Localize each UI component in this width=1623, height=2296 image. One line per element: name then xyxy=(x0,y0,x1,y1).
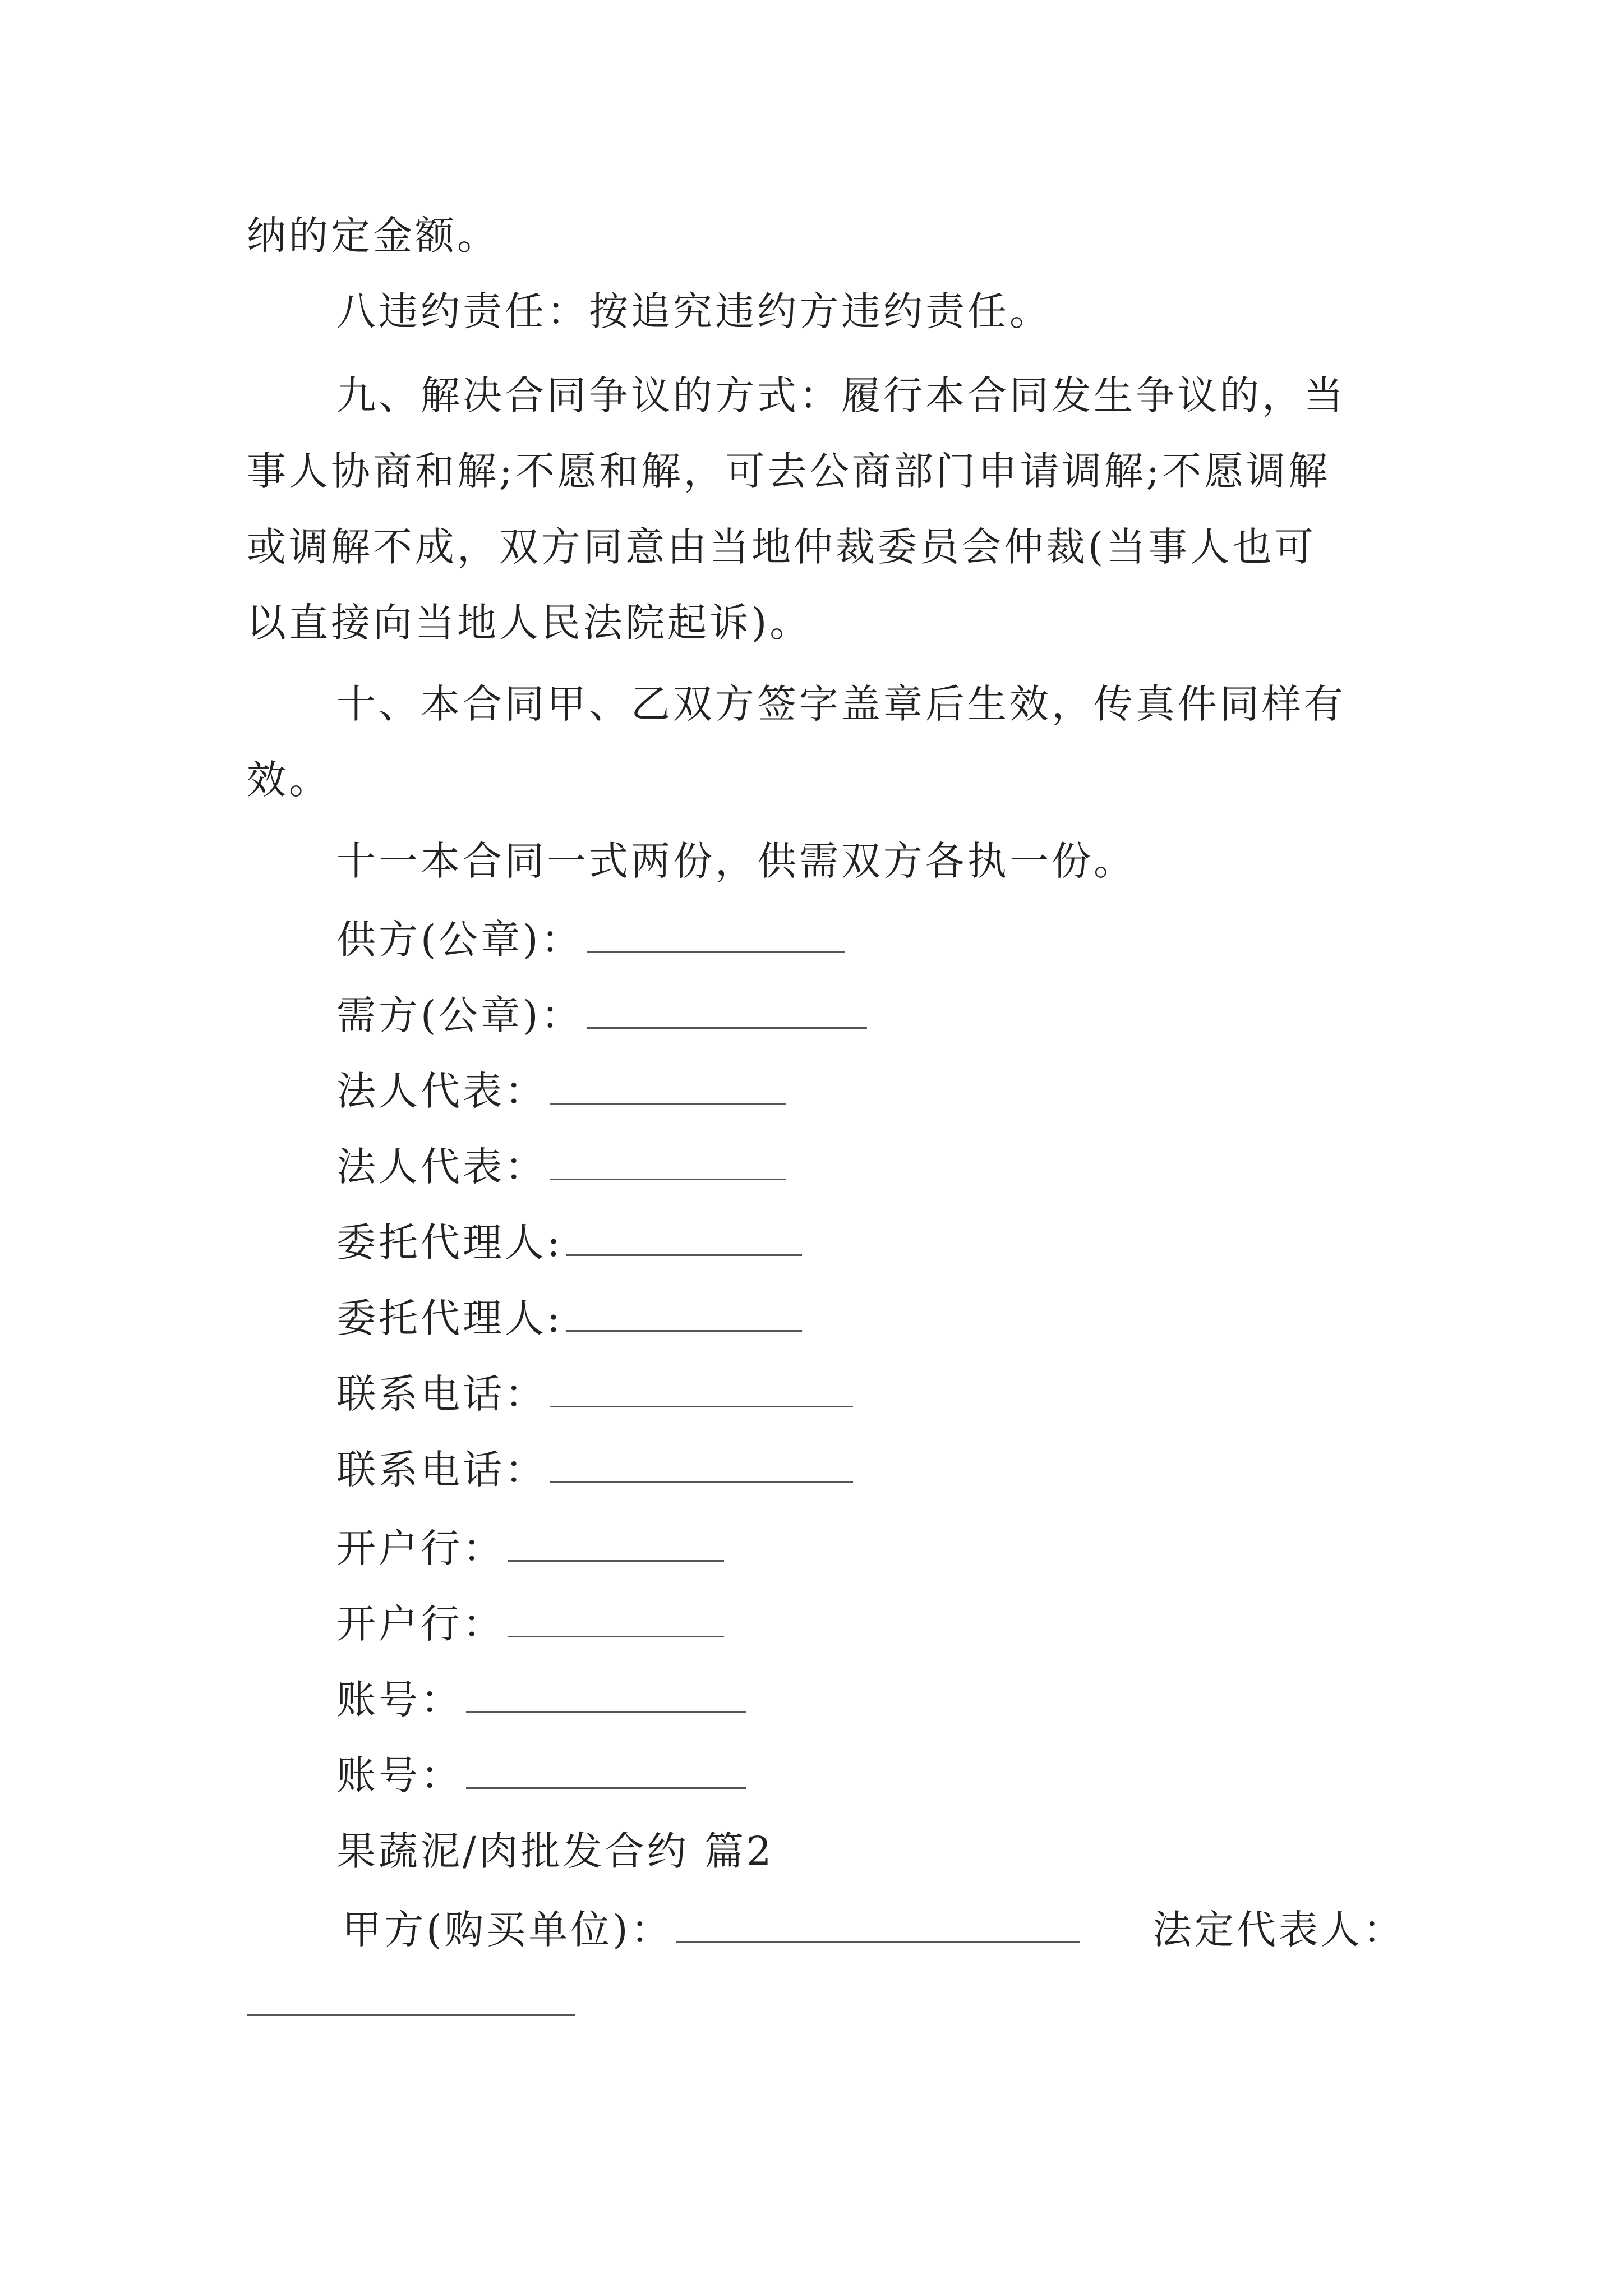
field-label: 委托代理人: xyxy=(336,1295,563,1341)
paragraph-line: 事人协商和解;不愿和解，可去公商部门申请调解;不愿调解 xyxy=(247,448,1331,494)
field-label: 供方(公章)： xyxy=(336,917,583,963)
blank-line[interactable] xyxy=(566,1221,802,1256)
paragraph-line: 十、本合同甲、乙双方签字盖章后生效，传真件同样有 xyxy=(336,681,1346,727)
field-label: 开户行： xyxy=(336,1601,505,1647)
signature-field xyxy=(336,1217,802,1268)
blank-line[interactable] xyxy=(247,2014,575,2016)
blank-line[interactable] xyxy=(587,993,867,1029)
signature-field xyxy=(336,1369,853,1419)
blank-line[interactable] xyxy=(587,918,845,953)
field-label: 需方(公章)： xyxy=(336,992,583,1038)
blank-line[interactable] xyxy=(550,1372,853,1407)
field-label: 委托代理人: xyxy=(336,1220,563,1266)
signature-field xyxy=(336,1750,746,1801)
blank-line[interactable] xyxy=(566,1296,802,1332)
paragraph-line: 效。 xyxy=(247,757,331,803)
blank-line[interactable] xyxy=(466,1754,746,1789)
blank-line[interactable] xyxy=(508,1602,724,1637)
blank-line[interactable] xyxy=(676,1908,1080,1943)
field-label: 法人代表： xyxy=(336,1144,547,1190)
field-label: 联系电话： xyxy=(336,1447,547,1493)
signature-field xyxy=(336,1444,853,1495)
paragraph-line: 九、解决合同争议的方式：履行本合同发生争议的，当 xyxy=(336,372,1346,418)
paragraph-line: 或调解不成，双方同意由当地仲裁委员会仲裁(当事人也可 xyxy=(247,524,1317,570)
blank-line[interactable] xyxy=(550,1145,786,1180)
blank-line[interactable] xyxy=(508,1526,724,1562)
party-a-field xyxy=(342,1904,1080,1955)
signature-field xyxy=(336,1293,802,1343)
field-label: 甲方(购买单位)： xyxy=(342,1907,673,1953)
signature-field xyxy=(336,1066,786,1116)
section-title: 果蔬泥/肉批发合约 篇2 xyxy=(336,1828,774,1874)
field-label: 联系电话： xyxy=(336,1371,547,1417)
paragraph-line: 以直接向当地人民法院起诉)。 xyxy=(247,600,812,646)
signature-field xyxy=(336,1523,724,1573)
field-label: 法人代表： xyxy=(336,1068,547,1114)
paragraph-line: 纳的定金额。 xyxy=(247,213,499,259)
signature-field xyxy=(336,1599,724,1649)
field-label: 账号： xyxy=(336,1752,463,1798)
field-label: 开户行： xyxy=(336,1525,505,1571)
signature-field xyxy=(336,1674,746,1725)
blank-line[interactable] xyxy=(466,1678,746,1713)
field-label: 账号： xyxy=(336,1677,463,1723)
signature-field xyxy=(336,914,845,965)
party-a-rep-label: 法定代表人： xyxy=(1152,1907,1405,1953)
blank-line[interactable] xyxy=(550,1448,853,1483)
blank-line[interactable] xyxy=(550,1069,786,1105)
paragraph-line: 八违约责任：按追究违约方违约责任。 xyxy=(336,288,1052,334)
paragraph-line: 十一本合同一式两份，供需双方各执一份。 xyxy=(336,838,1136,884)
signature-field xyxy=(336,1142,786,1192)
signature-field xyxy=(336,990,867,1041)
